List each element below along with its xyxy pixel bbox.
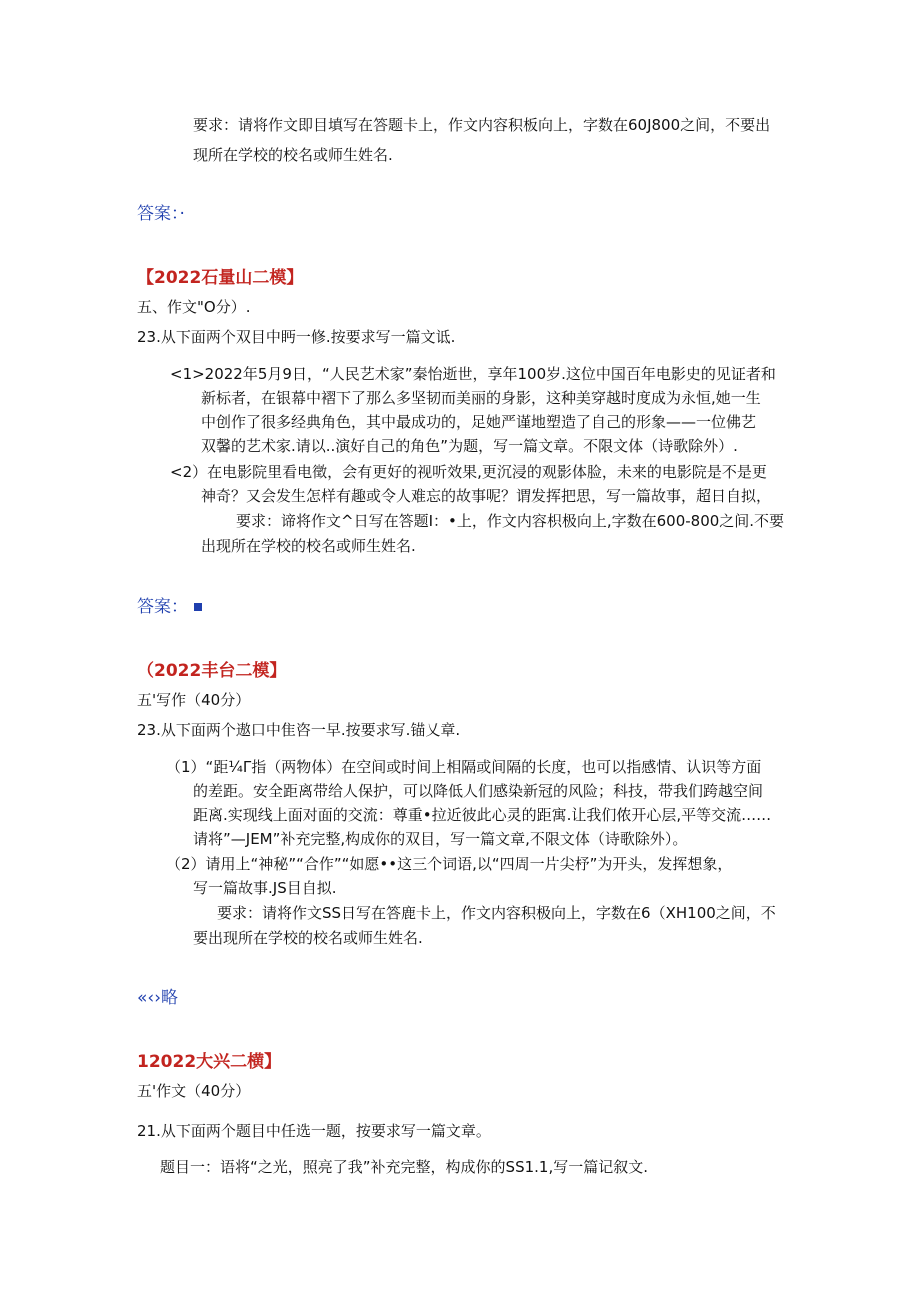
section-title-daxing: 12022大兴二横】	[137, 1052, 282, 1072]
answer-label: 答案：·	[137, 204, 185, 224]
option-1-line-1: <1>2022年5月9日，“人民艺术家”秦怡逝世，享年100岁.这位中国百年电影史的见证者和	[170, 365, 776, 383]
option-1-line-1: （1）“距¼Γ指（两物体）在空间或时间上相隔或间隔的长度，也可以指感情、认识等方面	[166, 758, 762, 776]
answer-label: 答案：	[137, 596, 202, 618]
option-1-line-3: 中创作了很多经典角色，其中最成功的，足她严谨地塑造了自己的形象——一位佛艺	[201, 413, 757, 431]
question-stem: 23.从下面两个双目中眄一修.按要求写一篇文诋.	[137, 328, 456, 346]
requirement-line-2: 出现所在学校的校名或师生姓名.	[201, 537, 416, 555]
answer-label: «‹›略	[137, 988, 178, 1008]
requirement-line-2: 现所在学校的校名或师生姓名.	[193, 146, 393, 164]
option-1-line-4: 请将”—JEM”补充完整,构成你的双目，写一篇文章,不限文体（诗歌除外）。	[193, 830, 688, 848]
option-1-line-2: 新标者，在银幕中褶下了那么多坚韧而美丽的身影，这种美穿越时度成为永恒,她一生	[201, 389, 761, 407]
section-title-fengtai: （2022丰台二模】	[137, 661, 287, 681]
section-title-shijingshan: 【2022石量山二模】	[137, 268, 304, 288]
requirement-line-1: 要求：谛将作文^日写在答题I：•上，作文内容枳极向上,字数在600-800之间.不要	[236, 512, 785, 530]
requirement-line-1: 要求：请将作文即目填写在答题卡上，作文内容积板向上，字数在60J800之间，不要出	[193, 116, 771, 134]
requirement-line-2: 要出现所在学校的校名或师生姓名.	[193, 929, 423, 947]
question-stem: 21.从下面两个题目中任选一题，按要求写一篇文章。	[137, 1122, 491, 1140]
option-1-line-2: 的差距。安全距离带给人保护，可以降低人们感染新冠的风险；科技，带我们跨越空间	[193, 782, 764, 800]
square-icon	[194, 603, 202, 611]
question-stem: 23.从下面两个遨口中隹咨一早.按要求写.锚乂章.	[137, 721, 461, 739]
requirement-line-1: 要求：请将作文SS日写在答鹿卡上，作文内容积极向上，字数在6（XH100之间，不	[217, 904, 776, 922]
option-2-line-1: （2）请用上“神秘”“合作”“如愿••这三个词语,以“四周一片尖杼”为开头，发挥想象，	[166, 855, 733, 873]
option-2-line-2: 神奇？又会发生怎样有趣或令人难忘的故事呢？谓发挥把思，写一篇故事，超日自拟，	[201, 487, 772, 505]
option-1-line-4: 双馨的艺术家.请以..演好自己的角色”为题，写一篇文章。不限文体（诗歌除外）.	[201, 437, 738, 455]
section-heading: 五'写作（40分）	[137, 691, 251, 709]
topic-1: 题目一：语将“之光，照亮了我”补充完整，构成你的SS1.1,写一篇记叙文.	[160, 1158, 648, 1176]
section-heading: 五、作文"O分）.	[137, 298, 251, 316]
option-1-line-3: 距离.实现线上面对面的交流：尊重•拉近彼此心灵的距寓.让我们侬开心层,平等交流……	[193, 806, 772, 824]
option-2-line-1: <2）在电影院里看电徵，会有更好的视听效果,更沉浸的观影体脸，未来的电影院是不是更	[170, 463, 767, 481]
section-heading: 五'作文（40分）	[137, 1082, 251, 1100]
option-2-line-2: 写一篇故事.JS目自拟.	[193, 879, 337, 897]
